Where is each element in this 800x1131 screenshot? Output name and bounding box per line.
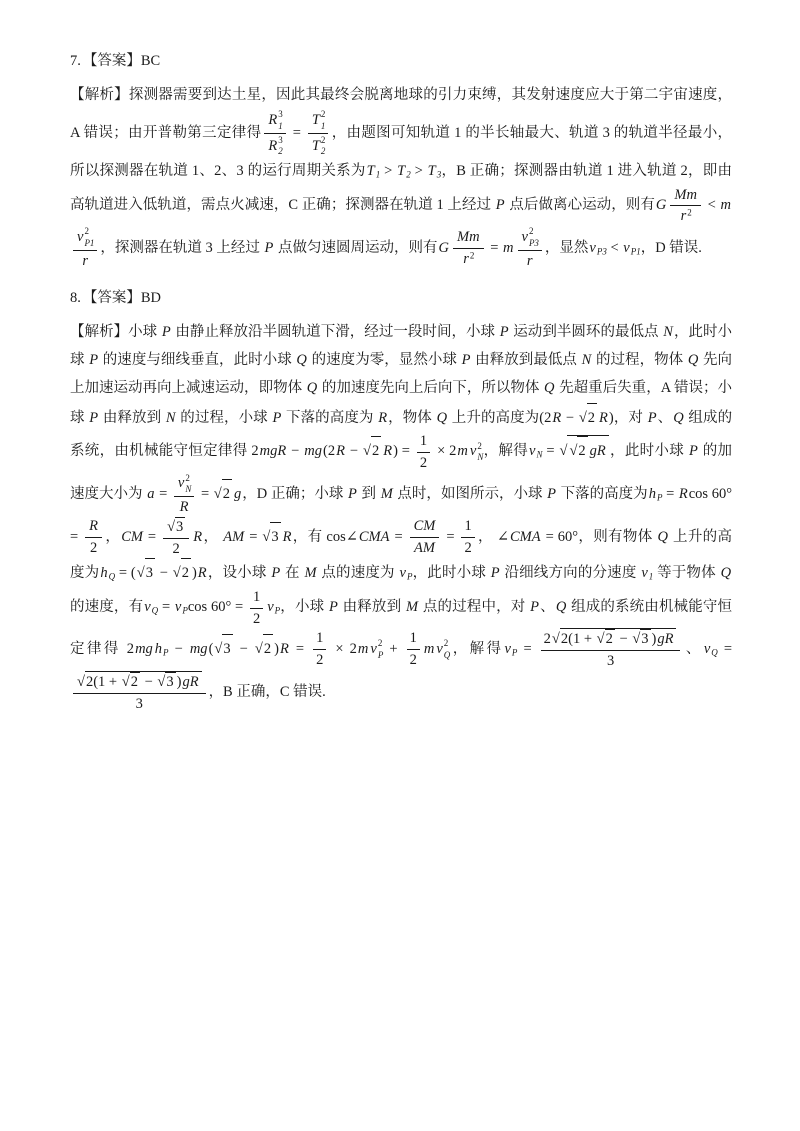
question-number: 8. bbox=[70, 289, 81, 306]
question-number: 7. bbox=[70, 53, 81, 69]
analysis-paragraph-7 bbox=[70, 81, 732, 270]
analysis-label: 【解析】 bbox=[70, 323, 129, 340]
analysis-content: 小球 P 由静止释放沿半圆轨道下滑，经过一段时间，小球 P 运动到半圆环的最低点 N，此时小球 P 的速度与细线垂直，此时小球 Q 的速度为零，显然小球 P 由释放到最低点 N 的过程，物体 Q 先向上加速运动再向上减速运动，即物体 Q 的加速度先向上后向下，所以物体 Q 先超重后失重，A 错误；小球 P 由释放到 N 的过程，小球 P 下落的高度为 R，物体 Q 上升的高度为(2R − √2 R)，对 P、Q 组成的系统，由机械能守恒定律得 2mgR − mg(2R − √2 R) = $\frac{1}{2}$ × 2m v 2 N ，解得$v_N$ = √ √2 gR ，此时小球 P 的加速度大小为 a = v 2 N R = √2 g，D 正确；小球 P 到 M 点时，如图所示，小球 P 下落的高度为$h_P = Rcos$ 60° = $\frac{R}{2}$ ，CM = $\frac{√3}{2}$ R， AM = √3 R，有 cos∠CMA = $\frac{CM}{AM}$ = $\frac{1}{2}$ ， ∠CMA = 60°，则有物体 Q 上升的高度为$h_Q = (√3 - √2$ )R，设小球 P 在 M 点的速度为 $v_P$，此时小球 P 沿细线方向的分速度 $v_1$ 等于物体 Q 的速度，有$v_Q = v_P\cos$ 60° = $\frac{1}{2}$ $v_P$，小球 P 由释放到 M 点的过程中，对 P、Q 组成的系统由机械能守恒定律得 2mg $h_P - mg(√3 - √2$ )R = $\frac{1}{2}$ × 2m v 2 P + $\frac{1}{2}$ m v 2 Q ，解得$v_P$ = $\frac{2√2(1 + √2 - √3 )gR}{3}$ 、$v_Q$ = $\frac{√2(1 + √2 - √3 )gR}{3}$ ，B 正确，C 错误. bbox=[70, 323, 733, 712]
question-8-solution bbox=[70, 287, 732, 714]
answer-line-8 bbox=[70, 287, 732, 310]
analysis-label: 【解析】 bbox=[70, 87, 129, 104]
answer-value: BC bbox=[140, 53, 161, 69]
answer-line-7 bbox=[70, 50, 732, 73]
answer-label: 【答案】 bbox=[82, 53, 141, 69]
analysis-content: 探测器需要到达土星，因此其最终会脱离地球的引力束缚，其发射速度应大于第二宇宙速度，A 错误；由开普勒第三定律得 R 3 1 R 3 2 = T 2 1 T 2 2 ，由题图可知轨道 1 的半长轴最大、轨道 3 的轨道半径最小，所以探测器在轨道 1、2、3 的运行周期关系为$T_1 > T_2 > T_3$，B 正确；探测器由轨道 1 进入轨道 2，即由高轨道进入低轨道，需点火减速，C 正确；探测器在轨道 1 上经过 P 点后做离心运动，则有G $\frac{Mm}{r^2}$ < m v 2 P1 r ，探测器在轨道 3 上经过 P 点做匀速圆周运动，则有G $\frac{Mm}{r^2}$ = m v 2 P3 r ，显然$v_{P3} < v_{P1}$，D 错误. bbox=[70, 87, 733, 269]
question-7-solution bbox=[70, 50, 732, 271]
analysis-paragraph-8 bbox=[70, 318, 732, 714]
answer-value: BD bbox=[140, 289, 162, 306]
answer-label: 【答案】 bbox=[82, 289, 141, 306]
